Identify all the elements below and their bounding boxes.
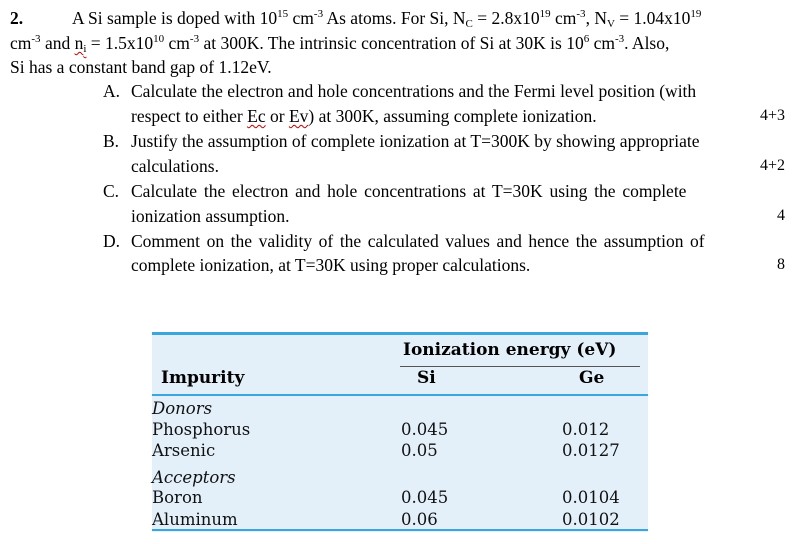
table-row-si: 0.045 (401, 488, 449, 507)
table-row-name: Aluminum (152, 510, 238, 529)
problem-number: 2. (10, 8, 24, 28)
part-b-line-1: Justify the assumption of complete ionization at T=300K by showing appropriate (131, 131, 700, 151)
part-a-marks: 4+3 (759, 107, 785, 124)
table-row-ge: 0.0127 (562, 441, 620, 460)
part-a-letter: A. (103, 81, 121, 101)
table-group-rule (400, 366, 640, 367)
part-b-letter: B. (103, 131, 120, 151)
table-group-header: Ionization energy (eV) (403, 340, 617, 360)
problem-line-3: Si has a constant band gap of 1.12eV. (10, 57, 272, 77)
table-row-name: Boron (152, 488, 203, 507)
table-top-rule (152, 332, 648, 335)
part-c-line-2: ionization assumption. (131, 206, 290, 226)
part-c-marks: 4 (777, 207, 785, 224)
table-row-ge: 0.0104 (562, 488, 620, 507)
table-section-donors: Donors (152, 399, 213, 418)
table-row-si: 0.06 (401, 510, 438, 529)
table-col-ge: Ge (579, 368, 605, 388)
table-row-name: Phosphorus (152, 420, 251, 439)
part-c-letter: C. (103, 181, 120, 201)
table-header-rule (152, 394, 648, 396)
ionization-table (152, 332, 648, 532)
table-row-name: Arsenic (152, 441, 216, 460)
part-b-marks: 4+2 (759, 157, 785, 174)
problem-line-1: A Si sample is doped with $10^{15}$ $cm^{-3}$ As atoms. For Si, $N_C = 2.8x10^{19}$ $cm^{-3}$, $N_V = 1.04x10^{19}$ (72, 8, 702, 30)
problem-line-2: $cm^{-3}$ and $n_i = 1.5x10^{10}$ $cm^{-3}$ at 300K. The intrinsic concentration of Si at 30K is $10^6$ $cm^{-3}$. Also, (10, 33, 670, 55)
table-col-impurity: Impurity (161, 368, 245, 388)
table-row-ge: 0.012 (562, 420, 610, 439)
part-d-letter: D. (103, 231, 121, 251)
part-d-line-1: Comment on the validity of the calculated values and hence the assumption of (131, 231, 705, 251)
table-row-ge: 0.0102 (562, 510, 620, 529)
table-col-si: Si (417, 368, 436, 388)
part-a-line-2: respect to either Ec or Ev) at 300K, assuming complete ionization. (131, 106, 597, 126)
table-section-acceptors: Acceptors (152, 468, 236, 487)
table-row-si: 0.05 (401, 441, 438, 460)
part-d-marks: 8 (777, 256, 785, 273)
table-bottom-rule (152, 529, 648, 531)
part-b-line-2: calculations. (131, 156, 219, 176)
part-c-line-1: Calculate the electron and hole concentrations at T=30K using the complete (131, 181, 687, 201)
part-a-line-1: Calculate the electron and hole concentrations and the Fermi level position (with (131, 81, 697, 101)
part-d-line-2: complete ionization, at T=30K using proper calculations. (131, 255, 531, 275)
table-row-si: 0.045 (401, 420, 449, 439)
